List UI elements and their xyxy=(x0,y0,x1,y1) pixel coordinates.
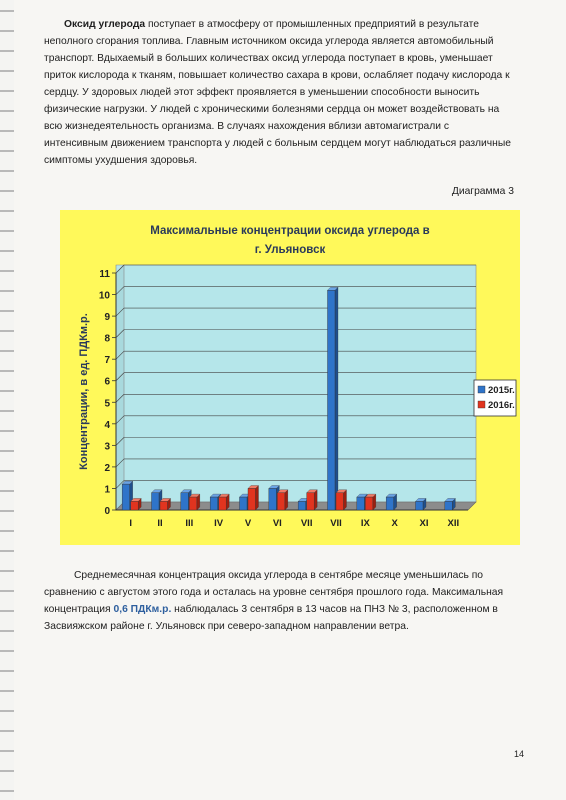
paragraph-text: поступает в атмосферу от промышленных предприятий в результате неполного сгорания топлива. Главным источником оксида углерода является автомобильный транспорт. Вдыхаемый в больших количествах оксид углерода поступает в кровь, уменьшает приток кислорода к тканям, повышает количество сахара в крови, ослабляет подачу кислорода к сердцу. У здоровых людей этот эффект проявляется в уменьшении способности выносить физические нагрузки. У людей с хроническими болезнями сердца он может воздействовать на всю жизнедеятельность организма. В случаях нахождения вблизи автомагистрали с интенсивным движением транспорта у людей с больным сердцем могут наблюдаться различные симптомы ухудшения здоровья. xyxy=(44,19,511,166)
legend-label: 2016г. xyxy=(488,400,515,411)
bar-2016-side xyxy=(314,490,317,510)
bar-2016 xyxy=(160,501,168,510)
y-tick-label: 10 xyxy=(98,290,110,302)
y-tick-label: 9 xyxy=(104,312,110,324)
paragraph-carbon-monoxide xyxy=(44,16,514,169)
bar-2015 xyxy=(328,290,336,510)
y-tick-label: 11 xyxy=(99,269,110,280)
bar-2016-side xyxy=(285,490,288,510)
bar-2016 xyxy=(336,493,344,510)
diagram-caption: Диаграмма 3 xyxy=(451,186,514,197)
bar-2016 xyxy=(219,497,227,510)
bar-2015 xyxy=(445,501,453,510)
x-tick-label: VI xyxy=(272,518,282,529)
bar-2016 xyxy=(189,497,197,510)
legend-swatch xyxy=(478,386,485,393)
x-tick-label: XI xyxy=(419,518,429,529)
bar-2016 xyxy=(307,493,315,510)
bar-2015 xyxy=(181,493,189,510)
paragraph-september xyxy=(44,567,514,635)
paragraph-lead: Оксид углерода xyxy=(64,19,146,30)
bar-2016 xyxy=(248,488,256,510)
bar-2015 xyxy=(269,488,277,510)
y-tick-label: 3 xyxy=(104,441,110,453)
bar-2015 xyxy=(122,484,130,510)
paragraph-part2: наблюдалась 3 сентября в 13 часов на ПНЗ № 3, расположенном в Засвияжском районе г. Ульяновск при северо-западном направлении ветра. xyxy=(44,604,498,632)
bar-2016 xyxy=(131,501,139,510)
highlight-value: 0,6 ПДКм.р. xyxy=(113,604,172,615)
bar-2015 xyxy=(386,497,394,510)
x-tick-label: IX xyxy=(360,518,370,529)
bar-2016 xyxy=(277,493,285,510)
chart-title-line: г. Ульяновск xyxy=(254,244,326,256)
bar-2015 xyxy=(240,497,248,510)
y-axis-label: Концентрации, в ед. ПДКм.р. xyxy=(78,313,90,470)
bar-2016-side xyxy=(344,490,347,510)
x-tick-label: IV xyxy=(214,518,224,529)
bar-2016 xyxy=(365,497,373,510)
y-tick-label: 1 xyxy=(104,484,110,496)
paragraph-part1: Среднемесячная концентрация оксида углерода в сентябре месяце уменьшилась по сравнению с августом этого года и осталась на уровне сентября прошлого года. Максимальная концентрация xyxy=(44,570,504,615)
bar-2015 xyxy=(210,497,218,510)
y-tick-label: 0 xyxy=(104,506,110,517)
y-tick-label: 4 xyxy=(104,419,110,431)
document-page xyxy=(14,0,566,800)
bar-2015 xyxy=(416,501,424,510)
y-tick-label: 6 xyxy=(104,376,110,388)
x-tick-label: V xyxy=(244,518,252,529)
legend-label: 2015г. xyxy=(488,385,515,396)
page-number: 14 xyxy=(513,749,524,759)
chart-svg xyxy=(60,210,520,545)
chart xyxy=(60,210,520,545)
y-tick-label: 2 xyxy=(104,462,110,474)
bar-2015-side xyxy=(335,287,338,510)
plot-area xyxy=(116,265,476,510)
x-tick-label: III xyxy=(185,518,194,529)
x-tick-label: XII xyxy=(447,518,460,529)
x-tick-label: X xyxy=(391,518,398,529)
x-tick-label: II xyxy=(157,518,163,529)
bar-2016-side xyxy=(256,485,259,510)
x-tick-label: VII xyxy=(330,518,342,529)
spiral-binding xyxy=(0,0,15,800)
chart-title-line: Максимальные концентрации оксида углерода в xyxy=(150,225,430,237)
left-wall xyxy=(116,265,124,510)
y-tick-label: 8 xyxy=(104,333,110,345)
bar-2015 xyxy=(357,497,365,510)
x-tick-label: VII xyxy=(300,518,313,529)
bar-2015 xyxy=(298,501,306,510)
x-tick-label: I xyxy=(129,518,132,529)
bar-2015 xyxy=(152,493,160,510)
y-tick-label: 7 xyxy=(104,355,110,367)
y-tick-label: 5 xyxy=(104,398,110,410)
legend-swatch xyxy=(478,401,485,408)
